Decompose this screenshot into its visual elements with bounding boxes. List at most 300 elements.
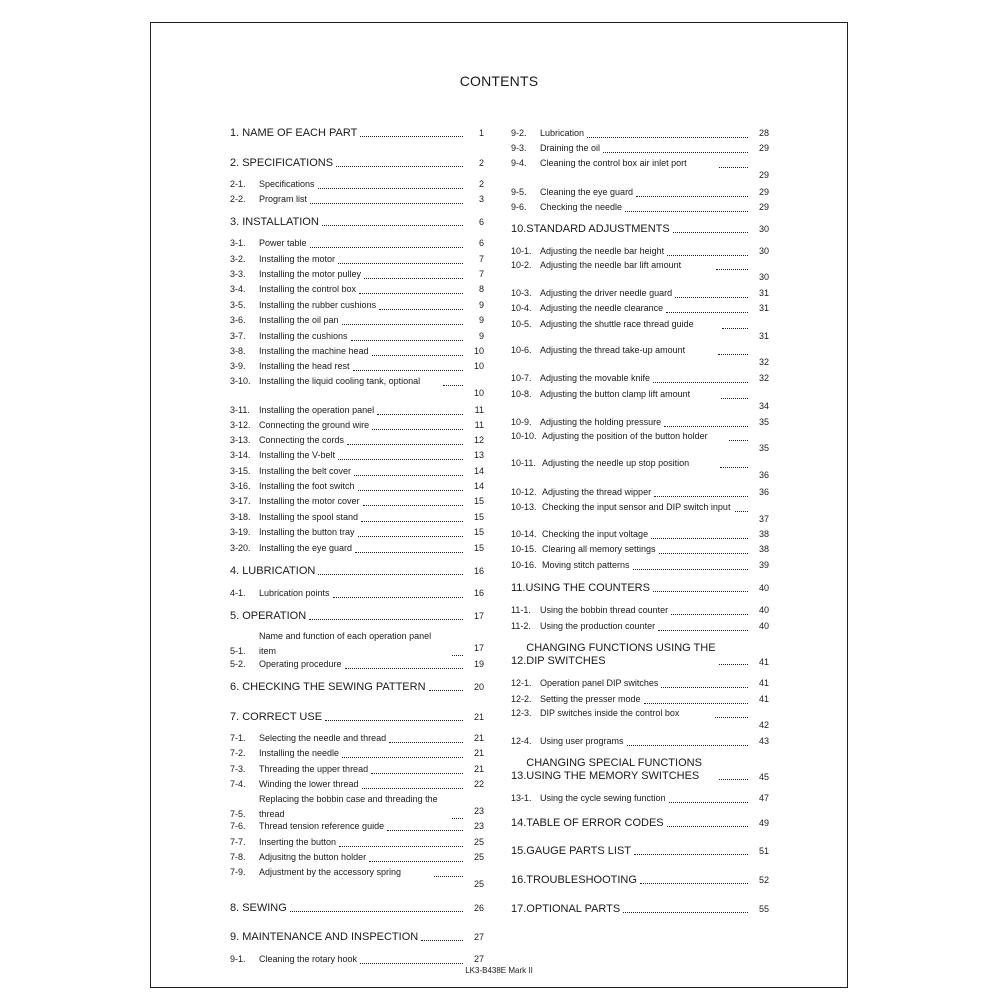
toc-number: 8. [230, 902, 240, 914]
toc-title: Adjusting the thread take-up amount [540, 345, 686, 355]
dot-leader [353, 370, 463, 371]
toc-entry-10-10 [511, 429, 769, 456]
toc-page-number: 38 [758, 544, 769, 554]
dot-leader [354, 475, 463, 476]
toc-title: Installing the foot switch [259, 481, 355, 491]
toc-page-number: 30 [758, 246, 769, 256]
toc-entry-10-16 [511, 558, 769, 573]
toc-number: 10. [511, 223, 527, 235]
toc-number: 10-2. [511, 260, 532, 270]
toc-number: 9. [230, 931, 240, 943]
toc-entry-10-1 [511, 244, 769, 259]
toc-number: 7-8. [230, 852, 246, 862]
toc-entry-5 [230, 610, 484, 623]
toc-title: CHANGING SPECIAL FUNCTIONS USING THE MEMORY SWITCHES [526, 757, 702, 782]
toc-title: Installing the motor pulley [259, 269, 362, 279]
dot-leader [666, 312, 748, 313]
toc-title: LUBRICATION [242, 565, 316, 577]
document-page [150, 22, 848, 988]
toc-title: Adjusting the button clamp lift amount [540, 389, 691, 399]
toc-entry-3-17 [230, 494, 484, 509]
toc-title: Checking the input sensor and DIP switch input [542, 502, 731, 512]
dot-leader [721, 398, 748, 399]
toc-page-number: 21 [473, 712, 484, 722]
toc-entry-3-6 [230, 313, 484, 328]
dot-leader [358, 536, 463, 537]
toc-page-number: 10 [473, 346, 484, 356]
toc-page-number: 6 [478, 217, 484, 227]
toc-page-number: 15 [473, 527, 484, 537]
toc-entry-2-2 [230, 192, 484, 207]
toc-title: Installing the motor cover [259, 496, 360, 506]
toc-page-number: 6 [478, 238, 484, 248]
toc-page-number: 16 [473, 588, 484, 598]
dot-leader [719, 167, 748, 168]
toc-title: Cleaning the rotary hook [259, 954, 358, 964]
toc-entry-10-11 [511, 456, 769, 483]
dot-leader [342, 324, 463, 325]
toc-entry-3 [230, 216, 484, 229]
toc-title: Installing the needle [259, 748, 340, 758]
toc-entry-3-7 [230, 329, 484, 344]
toc-title: Installing the rubber cushions [259, 300, 377, 310]
toc-number: 6. [230, 681, 240, 693]
toc-page-number: 11 [474, 420, 484, 430]
toc-page-number: 17 [473, 643, 484, 653]
toc-title: OPERATION [242, 610, 307, 622]
toc-number: 4-1. [230, 588, 246, 598]
toc-page-number: 35 [758, 417, 769, 427]
toc-page-number: 45 [758, 772, 769, 782]
toc-number: 11-1. [511, 605, 531, 615]
toc-title: Adjusting the shuttle race thread guide [540, 319, 694, 329]
dot-leader [671, 614, 748, 615]
toc-title: Using the cycle sewing function [540, 793, 666, 803]
toc-title: Adjusting the needle bar height [540, 246, 665, 256]
toc-number: 3-15. [230, 466, 251, 476]
dot-leader [673, 232, 748, 233]
toc-title: Adjusting the needle clearance [540, 303, 664, 313]
dot-leader [338, 459, 463, 460]
dot-leader [360, 963, 463, 964]
toc-page-number: 27 [473, 954, 484, 964]
toc-number: 5-1. [230, 646, 246, 656]
dot-leader [669, 802, 748, 803]
dot-leader [718, 354, 748, 355]
toc-entry-12-4 [511, 734, 769, 749]
toc-number: 10-11. [511, 458, 536, 468]
toc-number: 10-4. [511, 303, 532, 313]
dot-leader [653, 591, 748, 592]
toc-title: STANDARD ADJUSTMENTS [526, 223, 670, 235]
toc-title: CORRECT USE [242, 711, 323, 723]
toc-entry-3-1 [230, 236, 484, 251]
toc-title: Program list [259, 194, 308, 204]
toc-number: 3-18. [230, 512, 251, 522]
toc-number: 10-1. [511, 246, 532, 256]
toc-entry-9-4 [511, 156, 769, 183]
toc-number: 3-7. [230, 331, 246, 341]
toc-entry-3-2 [230, 252, 484, 267]
dot-leader [339, 846, 463, 847]
toc-number: 9-5. [511, 187, 527, 197]
toc-entry-9 [230, 931, 484, 944]
toc-title: NAME OF EACH PART [242, 127, 358, 139]
toc-title: USING THE COUNTERS [525, 582, 650, 594]
toc-title: SPECIFICATIONS [242, 157, 334, 169]
toc-entry-11 [511, 582, 769, 595]
toc-number: 12-4. [511, 736, 532, 746]
toc-number: 10-8. [511, 389, 532, 399]
toc-title: Lubrication [540, 128, 585, 138]
toc-number: 10-3. [511, 288, 532, 298]
toc-number: 3-8. [230, 346, 246, 356]
toc-page-number: 40 [758, 583, 769, 593]
toc-entry-16 [511, 874, 769, 887]
toc-title: CHECKING THE SEWING PATTERN [242, 681, 426, 693]
toc-page-number: 13 [473, 450, 484, 460]
toc-page-number: 49 [758, 818, 769, 828]
toc-page-number: 29 [758, 143, 769, 153]
toc-title: INSTALLATION [242, 216, 319, 228]
dot-leader [360, 136, 463, 137]
toc-entry-10-6 [511, 343, 769, 370]
toc-title: CHANGING FUNCTIONS USING THE DIP SWITCHES [526, 642, 716, 667]
toc-page-number: 9 [478, 331, 484, 341]
toc-page-number: 34 [758, 401, 769, 411]
dot-leader [716, 269, 748, 270]
toc-page-number: 40 [758, 605, 769, 615]
toc-page-number: 9 [478, 300, 484, 310]
page-title: CONTENTS [459, 73, 539, 89]
toc-entry-10-15 [511, 542, 769, 557]
toc-entry-15 [511, 845, 769, 858]
toc-entry-5-1 [230, 629, 484, 656]
dot-leader [429, 690, 463, 691]
toc-page-number: 35 [758, 443, 769, 453]
toc-title: Installing the V-belt [259, 450, 336, 460]
dot-leader [658, 630, 748, 631]
toc-page-number: 28 [758, 128, 769, 138]
toc-entry-3-5 [230, 298, 484, 313]
dot-leader [363, 505, 463, 506]
toc-entry-10-8 [511, 387, 769, 414]
toc-number: 13. [511, 770, 527, 782]
toc-number: 2-2. [230, 194, 246, 204]
toc-title: Adjusting the movable knife [540, 373, 651, 383]
toc-entry-7-4 [230, 777, 484, 792]
toc-page-number: 2 [478, 158, 484, 168]
toc-title: Connecting the cords [259, 435, 345, 445]
toc-page-number: 21 [473, 733, 484, 743]
toc-title: Setting the presser mode [540, 694, 641, 704]
toc-title: Name and function of each operation panel item [259, 631, 432, 656]
toc-title: Clearing all memory settings [542, 544, 656, 554]
toc-number: 7-5. [230, 809, 246, 819]
toc-page-number: 47 [758, 793, 769, 803]
dot-leader [640, 883, 748, 884]
dot-leader [347, 444, 463, 445]
toc-title: Adjusitng the button holder [259, 852, 367, 862]
toc-title: Using the bobbin thread counter [540, 605, 669, 615]
dot-leader [325, 720, 463, 721]
toc-number: 17. [511, 903, 527, 915]
toc-title: Winding the lower thread [259, 779, 359, 789]
toc-number: 7-7. [230, 837, 246, 847]
dot-leader [364, 278, 463, 279]
toc-entry-10-7 [511, 371, 769, 386]
toc-number: 3-19. [230, 527, 251, 537]
toc-title: Moving stitch patterns [542, 560, 630, 570]
toc-page-number: 29 [758, 202, 769, 212]
toc-number: 10-10. [511, 431, 537, 441]
toc-number: 3. [230, 216, 240, 228]
toc-title: Cleaning the control box air inlet port [540, 158, 687, 168]
dot-leader [633, 569, 748, 570]
dot-leader [720, 467, 748, 468]
toc-entry-13 [511, 757, 769, 784]
dot-leader [310, 247, 463, 248]
toc-entry-8 [230, 902, 484, 915]
dot-leader [667, 826, 748, 827]
toc-number: 13-1. [511, 793, 532, 803]
toc-entry-7-9 [230, 865, 484, 892]
toc-entry-10-2 [511, 258, 769, 285]
toc-page-number: 31 [758, 331, 769, 341]
toc-number: 3-9. [230, 361, 246, 371]
toc-number: 2-1. [230, 179, 246, 189]
toc-title: Power table [259, 238, 307, 248]
dot-leader [342, 757, 463, 758]
toc-number: 14. [511, 817, 527, 829]
toc-entry-3-12 [230, 418, 484, 433]
toc-page-number: 20 [473, 682, 484, 692]
toc-title: Adjusting the needle up stop position [542, 458, 690, 468]
toc-entry-14 [511, 817, 769, 830]
toc-title: Adjusting the driver needle guard [540, 288, 673, 298]
toc-title: Cleaning the eye guard [540, 187, 634, 197]
toc-number: 7-3. [230, 764, 246, 774]
toc-number: 5. [230, 610, 240, 622]
toc-entry-10-14 [511, 527, 769, 542]
toc-entry-3-16 [230, 479, 484, 494]
toc-title: Operation panel DIP switches [540, 678, 659, 688]
toc-title: Checking the input voltage [542, 529, 649, 539]
toc-entry-10-12 [511, 485, 769, 500]
toc-title: Installing the eye guard [259, 543, 353, 553]
toc-title: TROUBLESHOOTING [526, 874, 637, 886]
toc-page-number: 31 [758, 303, 769, 313]
dot-leader [625, 211, 748, 212]
toc-entry-3-13 [230, 433, 484, 448]
toc-number: 3-1. [230, 238, 246, 248]
toc-number: 10-9. [511, 417, 532, 427]
dot-leader [443, 385, 463, 386]
toc-title: Replacing the bobbin case and threading the thread [259, 794, 438, 819]
dot-leader [362, 788, 463, 789]
dot-leader [310, 203, 463, 204]
toc-number: 3-5. [230, 300, 246, 310]
toc-title: Installing the operation panel [259, 405, 375, 415]
toc-page-number: 32 [758, 373, 769, 383]
toc-entry-3-14 [230, 448, 484, 463]
toc-entry-3-11 [230, 403, 484, 418]
dot-leader [719, 664, 748, 665]
toc-number: 5-2. [230, 659, 246, 669]
toc-number: 3-10. [230, 376, 251, 386]
toc-title: Installing the belt cover [259, 466, 352, 476]
toc-entry-3-18 [230, 510, 484, 525]
toc-page-number: 31 [758, 288, 769, 298]
dot-leader [667, 255, 748, 256]
toc-number: 2. [230, 157, 240, 169]
toc-page-number: 15 [473, 512, 484, 522]
toc-number: 4. [230, 565, 240, 577]
toc-number: 10-16. [511, 560, 537, 570]
dot-leader [389, 742, 463, 743]
toc-number: 16. [511, 874, 527, 886]
toc-entry-7-1 [230, 731, 484, 746]
dot-leader [369, 861, 463, 862]
dot-leader [715, 717, 748, 718]
toc-title: Connecting the ground wire [259, 420, 370, 430]
toc-title: Installing the spool stand [259, 512, 359, 522]
toc-page-number: 23 [473, 806, 484, 816]
toc-title: Operating procedure [259, 659, 342, 669]
toc-page-number: 9 [478, 315, 484, 325]
toc-entry-7-7 [230, 835, 484, 850]
dot-leader [452, 655, 463, 656]
toc-page-number: 36 [758, 470, 769, 480]
dot-leader [664, 426, 748, 427]
toc-entry-4 [230, 565, 484, 578]
toc-entry-7-2 [230, 746, 484, 761]
toc-title: Selecting the needle and thread [259, 733, 387, 743]
toc-number: 12. [511, 655, 527, 667]
toc-entry-3-19 [230, 525, 484, 540]
toc-entry-7-8 [230, 850, 484, 865]
toc-entry-7-6 [230, 819, 484, 834]
toc-number: 10-7. [511, 373, 532, 383]
dot-leader [729, 440, 748, 441]
toc-number: 12-3. [511, 708, 532, 718]
toc-number: 7-1. [230, 733, 246, 743]
toc-number: 12-1. [511, 678, 532, 688]
toc-page-number: 2 [478, 179, 484, 189]
dot-leader [434, 876, 463, 877]
dot-leader [379, 309, 463, 310]
dot-leader [355, 552, 463, 553]
toc-page-number: 11 [474, 405, 484, 415]
toc-title: Installing the liquid cooling tank, optional [259, 376, 421, 386]
dot-leader [661, 687, 748, 688]
toc-number: 3-17. [230, 496, 251, 506]
toc-title: Installing the oil pan [259, 315, 339, 325]
toc-page-number: 38 [758, 529, 769, 539]
dot-leader [421, 940, 463, 941]
toc-entry-9-6 [511, 200, 769, 215]
dot-leader [351, 340, 463, 341]
dot-leader [644, 703, 748, 704]
toc-entry-5-2 [230, 657, 484, 672]
dot-leader [290, 911, 463, 912]
toc-page-number: 14 [473, 466, 484, 476]
toc-page-number: 19 [473, 659, 484, 669]
toc-title: Lubrication points [259, 588, 330, 598]
toc-page-number: 30 [758, 272, 769, 282]
toc-entry-2 [230, 157, 484, 170]
dot-leader [653, 382, 748, 383]
toc-number: 7. [230, 711, 240, 723]
toc-title: Installing the motor [259, 254, 336, 264]
toc-number: 10-6. [511, 345, 532, 355]
toc-page-number: 25 [473, 879, 484, 889]
toc-entry-10-4 [511, 301, 769, 316]
toc-number: 9-4. [511, 158, 527, 168]
toc-number: 9-1. [230, 954, 246, 964]
toc-number: 9-2. [511, 128, 527, 138]
toc-entry-3-9 [230, 359, 484, 374]
dot-leader [587, 137, 748, 138]
toc-title: TABLE OF ERROR CODES [526, 817, 664, 829]
toc-title: GAUGE PARTS LIST [526, 845, 632, 857]
toc-page-number: 10 [473, 361, 484, 371]
dot-leader [318, 188, 463, 189]
toc-page-number: 30 [758, 224, 769, 234]
toc-page-number: 1 [478, 128, 484, 138]
toc-title: Installing the head rest [259, 361, 350, 371]
toc-entry-3-8 [230, 344, 484, 359]
toc-number: 3-12. [230, 420, 251, 430]
toc-page-number: 36 [758, 487, 769, 497]
toc-page-number: 25 [473, 837, 484, 847]
toc-page-number: 3 [478, 194, 484, 204]
dot-leader [371, 773, 463, 774]
toc-number: 3-11. [230, 405, 250, 415]
toc-title: Installing the button tray [259, 527, 355, 537]
dot-leader [345, 668, 463, 669]
dot-leader [659, 553, 748, 554]
dot-leader [372, 355, 463, 356]
toc-number: 11-2. [511, 621, 531, 631]
toc-title: Inserting the button [259, 837, 337, 847]
toc-title: OPTIONAL PARTS [526, 903, 621, 915]
toc-number: 10-5. [511, 319, 532, 329]
toc-page-number: 8 [478, 284, 484, 294]
toc-entry-12-3 [511, 706, 769, 733]
toc-page-number: 40 [758, 621, 769, 631]
toc-number: 7-2. [230, 748, 246, 758]
dot-leader [372, 429, 463, 430]
toc-title: DIP switches inside the control box [540, 708, 680, 718]
toc-title: Adjusting the position of the button holder [542, 431, 708, 441]
toc-number: 3-2. [230, 254, 246, 264]
toc-number: 7-4. [230, 779, 246, 789]
toc-title: Draining the oil [540, 143, 601, 153]
dot-leader [333, 597, 463, 598]
toc-title: Thread tension reference guide [259, 821, 385, 831]
toc-entry-9-1 [230, 952, 484, 967]
toc-number: 10-14. [511, 529, 537, 539]
toc-number: 10-15. [511, 544, 537, 554]
toc-page-number: 21 [473, 748, 484, 758]
toc-page-number: 16 [473, 566, 484, 576]
toc-entry-12-1 [511, 676, 769, 691]
toc-entry-10-9 [511, 415, 769, 430]
dot-leader [387, 830, 463, 831]
toc-entry-3-15 [230, 464, 484, 479]
toc-number: 12-2. [511, 694, 532, 704]
